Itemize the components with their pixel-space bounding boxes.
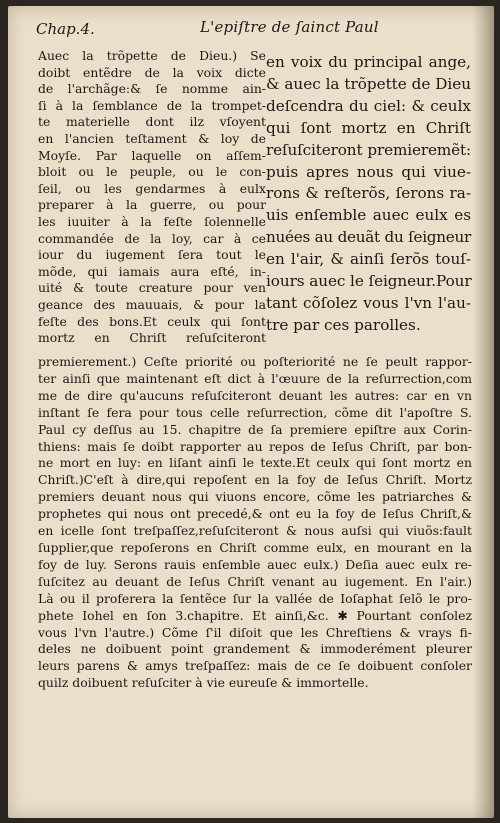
text-line: tre par ces parolles.	[266, 315, 421, 334]
text-line: prophetes qui nous ont precedé,& ont eu la foy de Ieſus Chriſt,&	[38, 506, 472, 522]
running-header	[30, 16, 470, 42]
text-line: rons & reſterõs, ſerons ra-	[266, 184, 471, 203]
text-line: commandée de la loy, car à ce	[38, 230, 266, 246]
text-line: ne mort en luy: en liſant ainſi le texte.Et ceulx qui ſont mortz en	[38, 455, 472, 471]
text-line: foy de luy. Serons rauis enſemble auec eulx.) Deſia auec eulx re-	[38, 556, 472, 572]
text-line: Auec la trõpette de Dieu.) Se	[38, 48, 266, 63]
text-line: Paul cy deſſus au 15. chapitre de ſa premiere epiſtre aux Corin-	[38, 421, 472, 437]
text-line: puis apres nous qui viue-	[266, 162, 471, 181]
text-line: Là ou il proferera la ſentẽce ſur la vallée de Ioſaphat ſelõ le pro-	[38, 590, 472, 606]
text-line: uité & toute creature pour ven	[38, 280, 266, 296]
chapter-label: Chap.4.	[36, 20, 95, 38]
text-line: premiers deuant nous qui viuons encore, cõme les patriarches &	[38, 489, 472, 505]
left-commentary-column	[38, 48, 266, 347]
text-line: ſi à la ſemblance de la trompet-	[38, 97, 266, 113]
text-line: geance des mauuais, & pour la	[38, 296, 266, 312]
text-line: leurs parens & amys treſpaſſez: mais de ce ſe doibuent conſoler	[38, 658, 472, 674]
text-line: te materielle dont ilz vſoyent	[38, 114, 266, 130]
text-line: en icelle ſont treſpaſſez,reſuſciteront & nous auſsi qui viuõs:fault	[38, 523, 472, 539]
text-line: de l'archãge:& ſe nomme ain-	[38, 81, 266, 97]
commentary-full-width	[38, 354, 472, 692]
text-line: vous l'vn l'autre.) Cõme ſ'il diſoit que les Chreſtiens & vrays fi-	[38, 624, 472, 640]
text-line: preparer à la guerre, ou pour	[38, 197, 266, 213]
book-page	[8, 6, 494, 818]
text-line: en l'ancien teſtament & loy de	[38, 130, 266, 146]
text-line: ſuſcitez au deuant de Ieſus Chriſt venant au iugement. En l'air.)	[38, 573, 472, 589]
text-line: ter ainſi que maintenant eſt dict à l'œuure de la reſurrection,com	[38, 370, 472, 386]
text-line: bloit ou le peuple, ou le con-	[38, 164, 266, 180]
text-line: uis enſemble auec eulx es	[266, 206, 471, 225]
running-title: L'epiſtre de ſainct Paul	[200, 18, 379, 36]
page-shadow	[472, 6, 494, 818]
text-line: qui ſont mortz en Chriſt	[266, 118, 471, 137]
text-line: me de dire qu'aucuns reſuſciteront deuant les autres: car en vn	[38, 387, 472, 403]
text-line: les iuuiter à la feſte ſolennelle	[38, 213, 266, 229]
text-line: mõde, qui iamais aura eſté, in-	[38, 263, 266, 279]
text-line: & auec la trõpette de Dieu	[266, 74, 471, 93]
text-line: inſtant ſe fera pour tous celle reſurrection, cõme dit l'apoſtre S.	[38, 404, 472, 420]
text-line: premierement.) Ceſte priorité ou poſteriorité ne ſe peult rappor-	[38, 354, 472, 369]
text-line: reſuſciteront premieremẽt:	[266, 140, 471, 159]
text-line: Chriſt.)C'eſt à dire,qui repoſent en la foy de Ieſus Chriſt. Mortz	[38, 472, 472, 488]
text-line: iours auec le ſeigneur.Pour	[266, 272, 472, 291]
text-line: deles ne doibuent point grandement & immoderément pleurer	[38, 641, 472, 657]
text-line: thiens: mais ſe doibt rapporter au repos de Ieſus Chriſt, par bon-	[38, 438, 472, 454]
text-line: doibt entẽdre de la voix dicte	[38, 64, 266, 80]
text-line: deſcendra du ciel: & ceulx	[266, 96, 471, 115]
text-line: tant cõſolez vous l'vn l'au-	[266, 293, 471, 312]
text-line: phete Iohel en ſon 3.chapitre. Et ainſi,&c. ✱ Pourtant conſolez	[38, 607, 472, 623]
text-line: en voix du principal ange,	[266, 53, 471, 71]
scripture-text-column	[266, 52, 471, 337]
text-line: feſte des bons.Et ceulx qui ſont	[38, 313, 266, 329]
text-line: iour du iugement ſera tout le	[38, 247, 266, 263]
text-line: ſeil, ou les gendarmes à eulx	[38, 180, 266, 196]
text-line: quilz doibuent reſuſciter à vie eureuſe & immortelle.	[38, 675, 369, 691]
text-line: ſupplier,que repoſerons en Chriſt comme eulx, en mourant en la	[38, 539, 472, 555]
text-line: mortz en Chriſt reſuſciteront	[38, 330, 266, 346]
text-line: Moyſe. Par laquelle on aſſem-	[38, 147, 266, 163]
text-line: en l'air, & ainſi ſerõs touſ-	[266, 250, 471, 269]
text-line: nuées au deuãt du ſeigneur	[266, 228, 471, 247]
